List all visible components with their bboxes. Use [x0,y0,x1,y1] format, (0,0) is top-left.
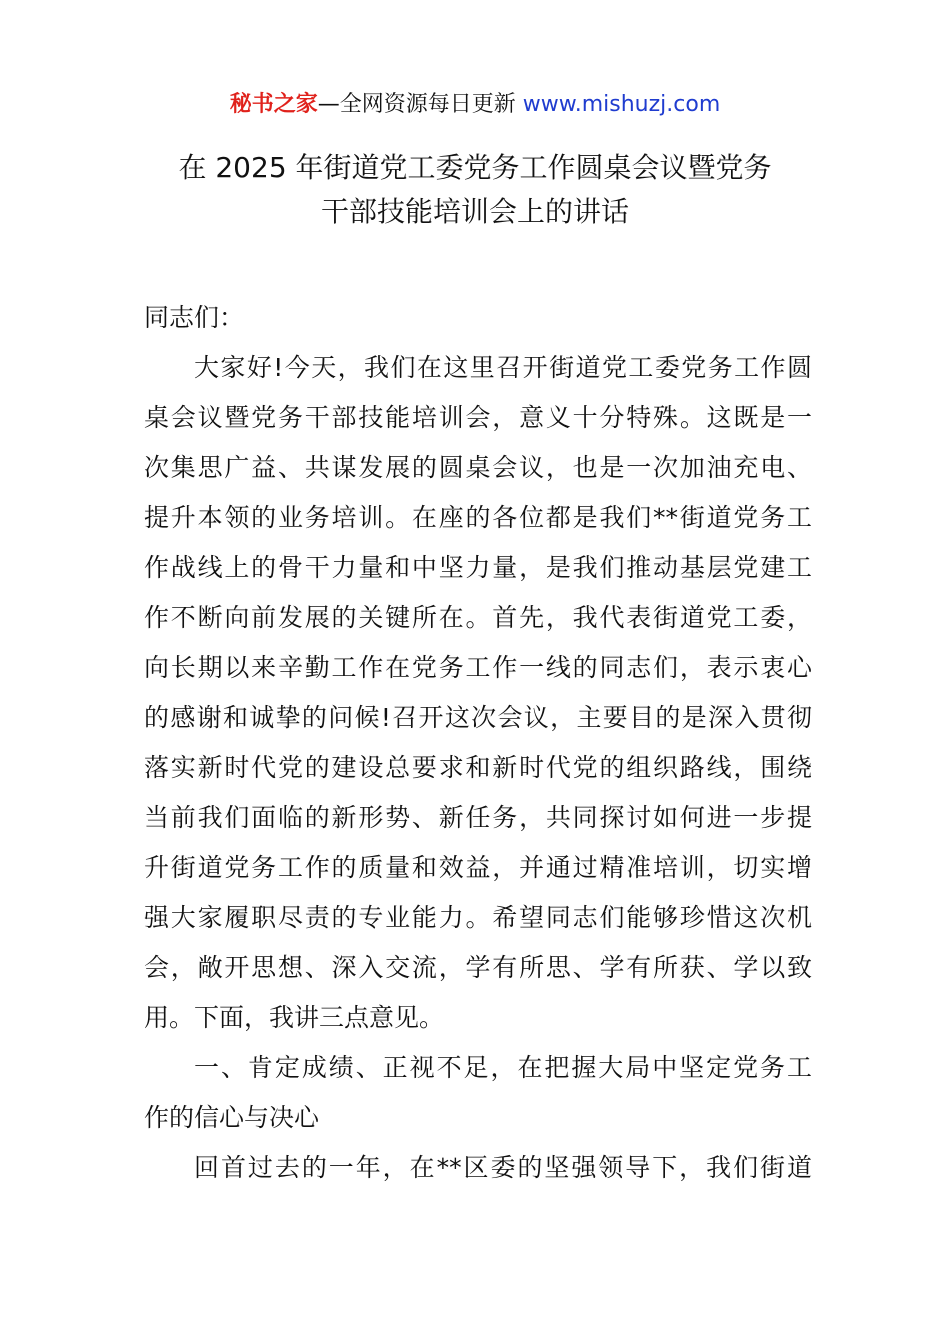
speech-body [144,293,812,1193]
salutation: 同志们： [144,303,245,332]
paragraph-line: 用。下面，我讲三点意见。 [144,1003,445,1032]
paragraph-line: 会，敞开思想、深入交流，学有所思、学有所获、学以致 [144,953,812,982]
paragraph-line: 提升本领的业务培训。在座的各位都是我们**街道党务工 [144,503,812,532]
paragraph-line: 向长期以来辛勤工作在党务工作一线的同志们，表示衷心 [144,653,812,682]
section-heading-line-1: 一、肯定成绩、正视不足，在把握大局中坚定党务工 [194,1053,812,1082]
paragraph-line: 作战线上的骨干力量和中坚力量，是我们推动基层党建工 [144,553,812,582]
paragraph-line: 升街道党务工作的质量和效益，并通过精准培训，切实增 [144,853,812,882]
section-heading-line-2: 作的信心与决心 [144,1103,320,1132]
paragraph-line: 强大家履职尽责的专业能力。希望同志们能够珍惜这次机 [144,903,812,932]
paragraph-line: 作不断向前发展的关键所在。首先，我代表街道党工委， [144,603,812,632]
title-line-2: 干部技能培训会上的讲话 [320,195,629,228]
paragraph-line: 落实新时代党的建设总要求和新时代党的组织路线，围绕 [144,753,812,782]
site-url-link[interactable]: www.mishuzj.com [522,92,721,117]
page-title [60,146,890,234]
paragraph-line: 次集思广益、共谋发展的圆桌会议，也是一次加油充电、 [144,453,812,482]
paragraph-line: 回首过去的一年，在**区委的坚强领导下，我们街道 [194,1153,812,1182]
paragraph-line: 当前我们面临的新形势、新任务，共同探讨如何进一步提 [144,803,812,832]
site-brand: 秘书之家 [229,92,318,117]
paragraph-line: 大家好!今天，我们在这里召开街道党工委党务工作圆 [194,353,812,382]
site-tagline: —全网资源每日更新 [317,92,516,117]
site-header [0,88,950,122]
title-line-1: 在 2025 年街道党工委党务工作圆桌会议暨党务 [178,151,772,184]
paragraph-line: 桌会议暨党务干部技能培训会，意义十分特殊。这既是一 [144,403,812,432]
paragraph-line: 的感谢和诚挚的问候!召开这次会议，主要目的是深入贯彻 [144,703,812,732]
